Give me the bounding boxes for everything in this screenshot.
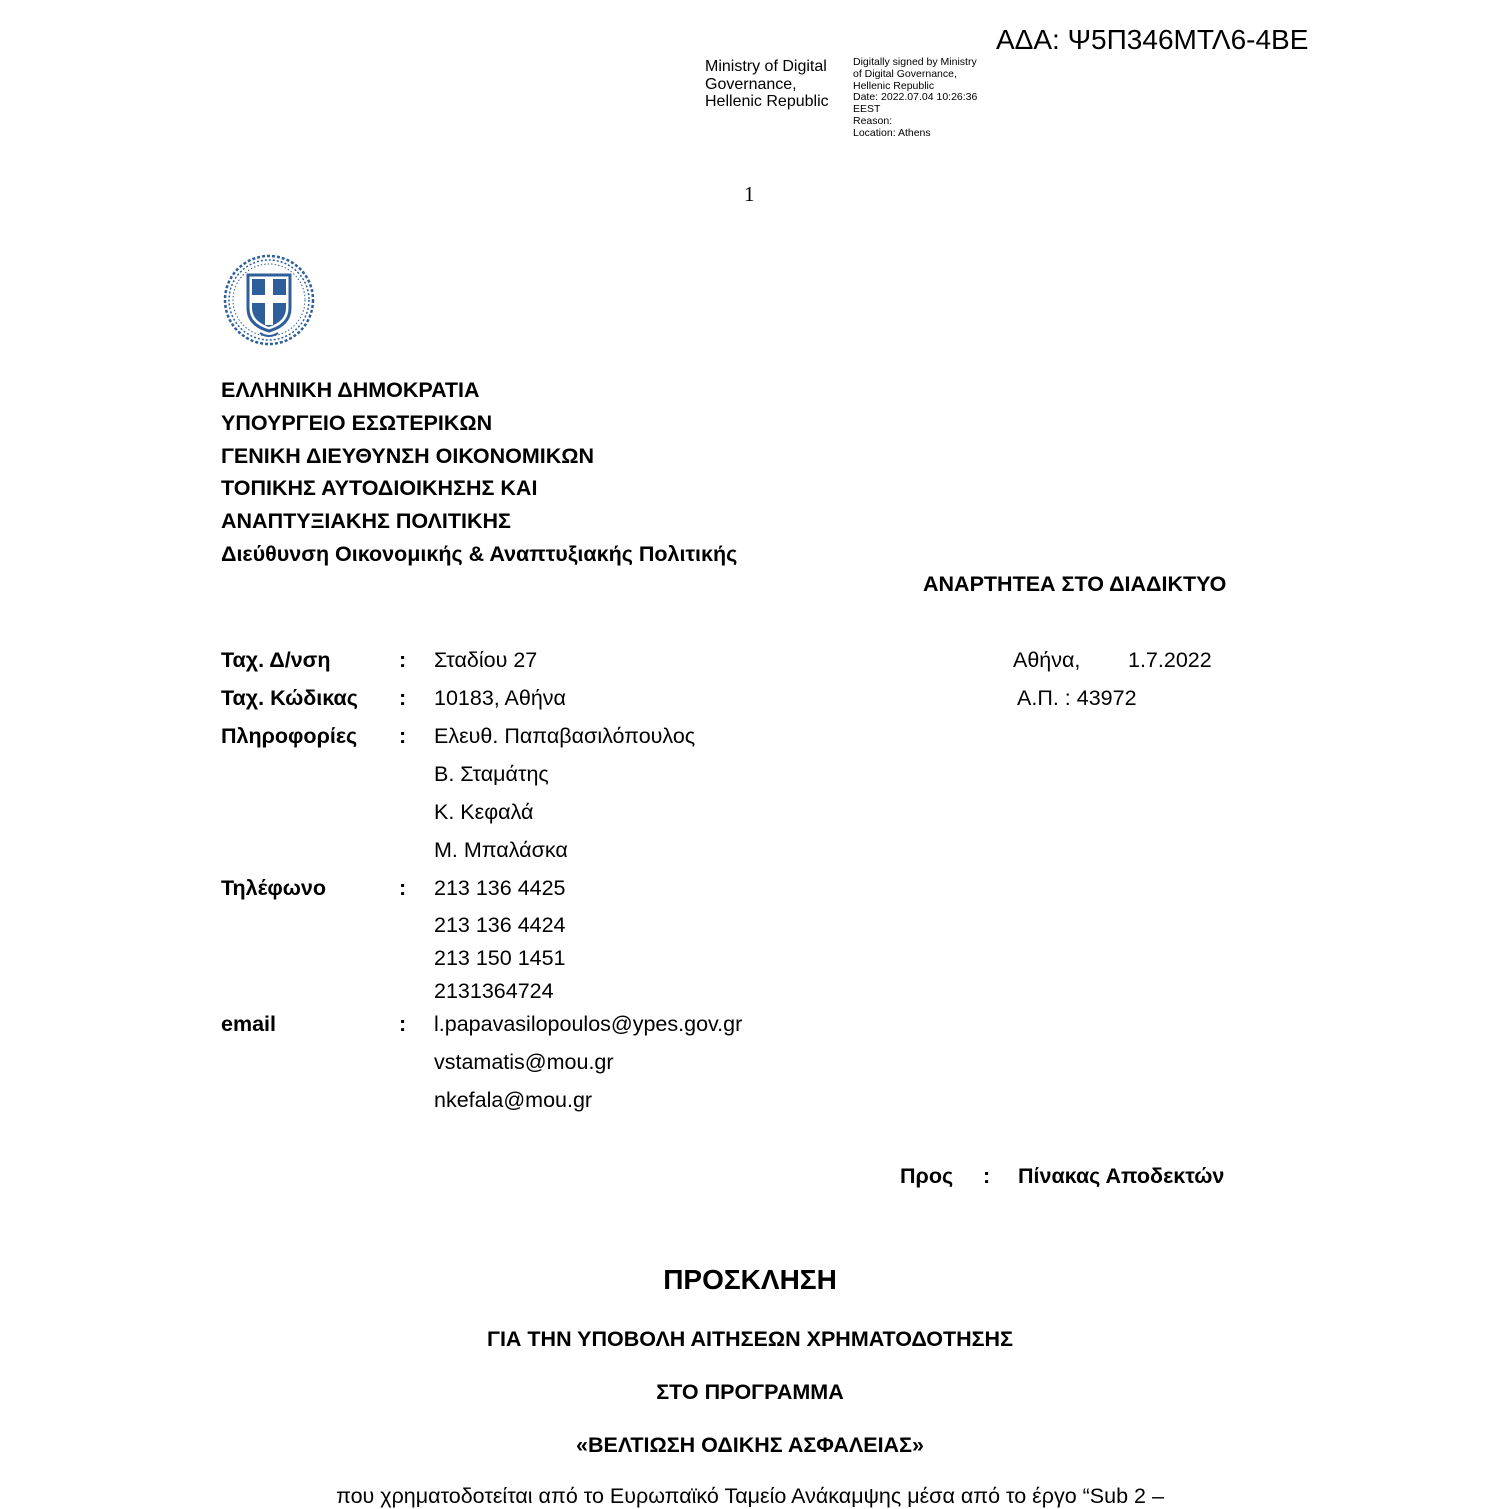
signature-detail-line: Date: 2022.07.04 10:26:36 [853,91,978,104]
signature-detail-line: Reason: [853,114,893,127]
header-line: ΑΝΑΠΤΥΞΙΑΚΗΣ ΠΟΛΙΤΙΚΗΣ [221,509,511,534]
header-line: Διεύθυνση Οικονομικής & Αναπτυξιακής Πολιτικής [221,541,738,566]
signature-org-line: Hellenic Republic [705,93,829,110]
signature-detail-line: of Digital Governance, [853,67,957,80]
post-online-notice: ΑΝΑΡΤΗΤΕΑ ΣΤΟ ΔΙΑΔΙΚΤΥΟ [923,572,1227,596]
protocol-number: Α.Π. : 43972 [1017,686,1137,710]
signature-detail-line: Location: Athens [853,126,931,139]
info-person: Β. Σταμάτης [434,762,549,786]
document-place: Αθήνα, [1013,648,1081,672]
signature-org-line: Ministry of Digital [705,58,827,75]
email-label: email [221,1012,276,1036]
signature-detail-line: Hellenic Republic [853,79,935,92]
info-person: Ελευθ. Παπαβασιλόπουλος [434,724,696,748]
address-value: Σταδίου 27 [434,648,538,672]
phone-number: 213 150 1451 [434,946,566,970]
phone-number: 2131364724 [434,979,554,1003]
recipient-label: Προς [900,1164,954,1188]
signature-detail-line: EEST [853,103,881,116]
ada-code: ΑΔΑ: Ψ5Π346ΜΤΛ6-4ΒΕ [996,24,1309,55]
recipient-value: Πίνακας Αποδεκτών [1018,1164,1225,1188]
email-address: nkefala@mou.gr [434,1088,593,1112]
postcode-label: Ταχ. Κώδικας [221,686,358,710]
phone-colon: : [399,876,407,900]
phone-label: Τηλέφωνο [221,876,326,900]
subtitle-line: ΣΤΟ ΠΡΟΓΡΑΜΜΑ [656,1380,844,1404]
postcode-value: 10183, Αθήνα [434,686,566,710]
ministry-header [221,374,737,571]
address-colon: : [399,648,407,672]
coat-of-arms-icon [222,253,316,347]
header-line: ΤΟΠΙΚΗΣ ΑΥΤΟΔΙΟΙΚΗΣΗΣ ΚΑΙ [221,476,538,501]
signature-org-line: Governance, [705,75,797,93]
header-line: ΓΕΝΙΚΗ ΔΙΕΥΘΥΝΣΗ ΟΙΚΟΝΟΜΙΚΩΝ [221,443,595,468]
header-line: ΥΠΟΥΡΓΕΙΟ ΕΣΩΤΕΡΙΚΩΝ [221,410,493,435]
phone-number: 213 136 4424 [434,913,566,937]
email-address: vstamatis@mou.gr [434,1050,614,1074]
postcode-colon: : [399,686,407,710]
email-address: l.papavasilopoulos@ypes.gov.gr [434,1012,743,1036]
signature-details [853,57,977,140]
info-person: Κ. Κεφαλά [434,800,534,824]
address-label: Ταχ. Δ/νση [221,648,331,672]
recipient-colon: : [983,1164,991,1188]
body-text-line: που χρηματοδοτείται από το Ευρωπαϊκό Ταμείο Ανάκαμψης μέσα από το έργο “Sub 2 – [336,1484,1164,1508]
signature-organization [705,58,829,111]
subtitle-line: ΓΙΑ ΤΗΝ ΥΠΟΒΟΛΗ ΑΙΤΗΣΕΩΝ ΧΡΗΜΑΤΟΔΟΤΗΣΗΣ [487,1327,1013,1351]
email-colon: : [399,1012,407,1036]
subtitle-line: «ΒΕΛΤΙΩΣΗ ΟΔΙΚΗΣ ΑΣΦΑΛΕΙΑΣ» [576,1433,924,1457]
header-line: ΕΛΛΗΝΙΚΗ ΔΗΜΟΚΡΑΤΙΑ [221,378,480,402]
page-number: 1 [744,182,755,206]
info-label: Πληροφορίες [221,724,358,748]
signature-detail-line: Digitally signed by Ministry [853,56,977,68]
document-title: ΠΡΟΣΚΛΗΣΗ [663,1264,837,1295]
info-colon: : [399,724,407,748]
info-person: Μ. Μπαλάσκα [434,838,568,862]
phone-number: 213 136 4425 [434,876,566,900]
document-date: 1.7.2022 [1128,648,1212,672]
